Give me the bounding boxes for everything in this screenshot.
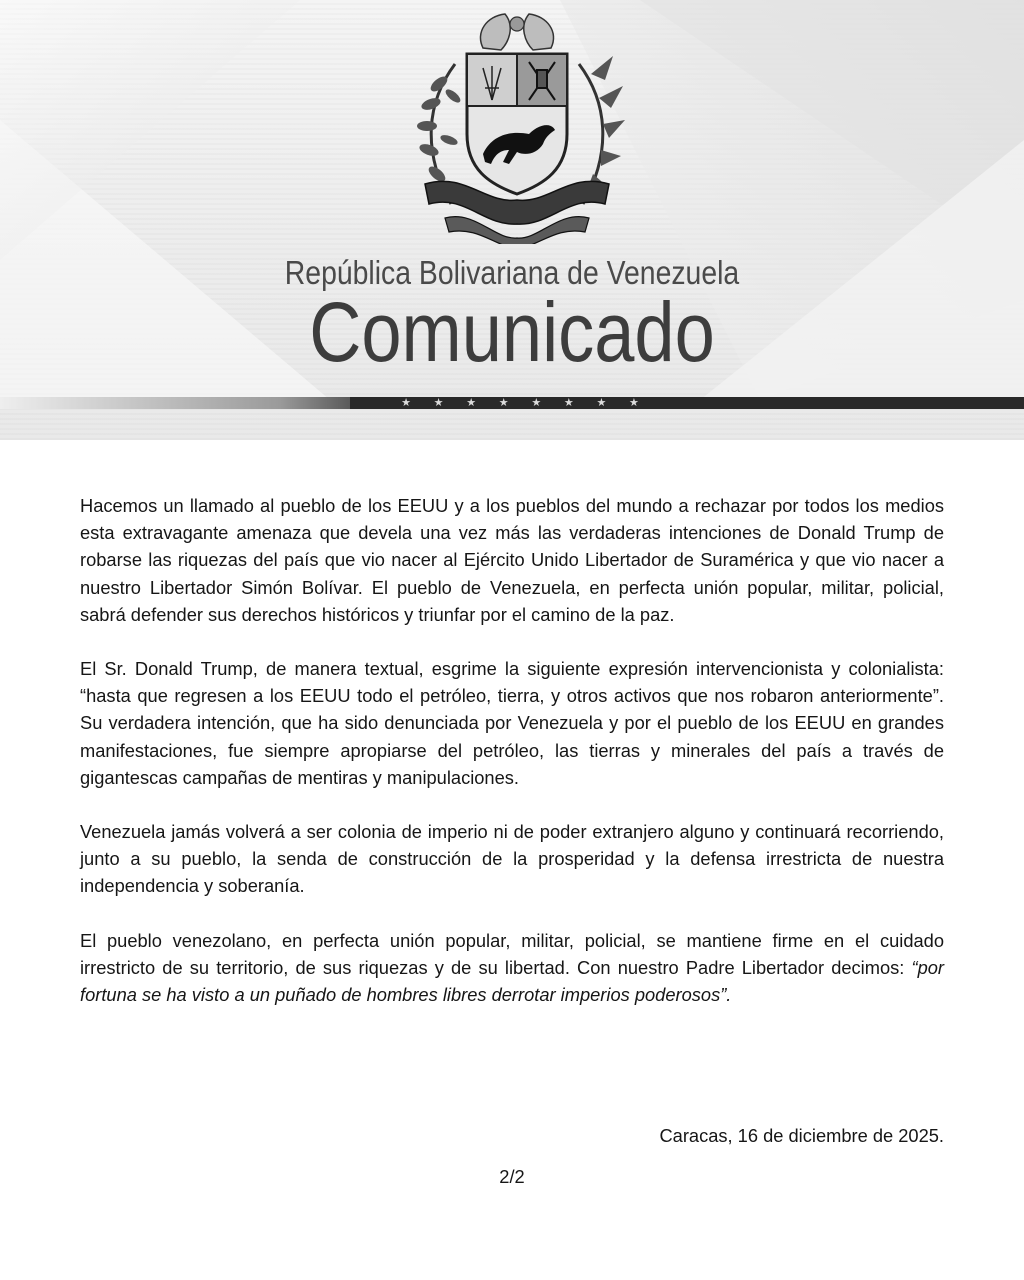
republic-name: República Bolivariana de Venezuela — [284, 254, 740, 291]
star-icon: ★ — [629, 397, 639, 409]
paragraph-3: Venezuela jamás volverá a ser colonia de imperio ni de poder extranjero alguno y continuará recorriendo, junto a su pueblo, la senda de construcción de la prosperidad y la defensa irrestricta de nuestra independencia y soberanía. — [80, 821, 944, 897]
venezuela-coat-of-arms — [405, 4, 629, 244]
communique-body — [80, 492, 944, 1035]
star-icon: ★ — [401, 397, 411, 409]
page-number: 2/2 — [499, 1166, 525, 1187]
star-icon: ★ — [433, 397, 444, 409]
star-icon: ★ — [498, 397, 509, 409]
star-icon: ★ — [531, 397, 542, 409]
place-and-date: Caracas, 16 de diciembre de 2025. — [659, 1125, 944, 1146]
star-icon: ★ — [596, 397, 607, 409]
paragraph-2: El Sr. Donald Trump, de manera textual, esgrime la siguiente expresión intervencionista y colonialista: “hasta que regresen a los EEUU todo el petróleo, tierra, y otros activos que nos robaron anteriormente”. Su verdadera intención, que ha sido denunciada por Venezuela y por el pueblo de los EEUU en grandes manifestaciones, fue siempre apropiarse del petróleo, las tierras y minerales del país a través de gigantescas campañas de mentiras y manipulaciones. — [80, 658, 944, 788]
paragraph-4-text: El pueblo venezolano, en perfecta unión popular, militar, policial, se mantiene firme en el cuidado irrestricto de su territorio, de sus riquezas y de su libertad. Con nuestro Padre Libertador decimos: — [80, 929, 944, 978]
bolivar-quote: “por fortuna se ha visto a un puñado de hombres libres derrotar imperios poderosos”. — [80, 956, 944, 1006]
paragraph-4 — [80, 927, 944, 1009]
star-icon: ★ — [563, 397, 574, 409]
divider-stars — [400, 396, 640, 410]
star-icon: ★ — [466, 397, 477, 409]
header-divider-fade — [0, 397, 350, 409]
document-type-title: Comunicado — [309, 285, 715, 379]
letterhead-header — [0, 0, 1024, 440]
paragraph-1: Hacemos un llamado al pueblo de los EEUU y a los pueblos del mundo a rechazar por todos los medios esta extravagante amenaza que devela una vez más las verdaderas intenciones de Donald Trump de robarse las riquezas del país que vio nacer al Ejército Unido Libertador de Suramérica y que vio nacer a nuestro Libertador Simón Bolívar. El pueblo de Venezuela, en perfecta unión popular, militar, policial, sabrá defender sus derechos históricos y triunfar por el camino de la paz. — [80, 495, 944, 625]
